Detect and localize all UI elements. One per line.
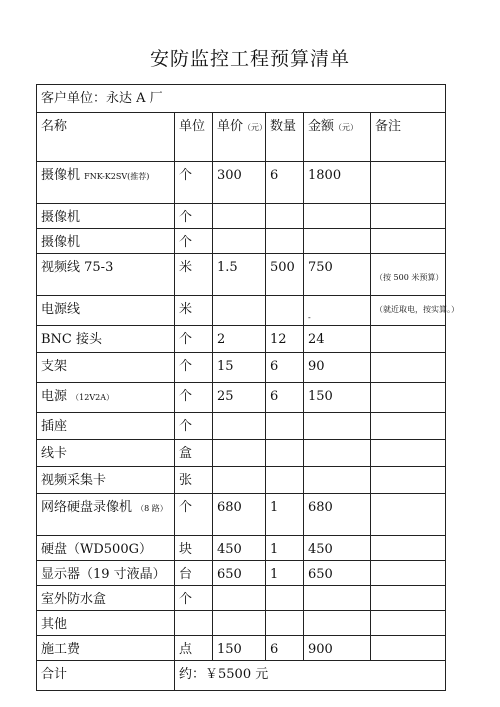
item-name-text: BNC 接头 bbox=[41, 332, 103, 347]
item-name-text: 摄像机 bbox=[41, 235, 81, 250]
item-amount: 680 bbox=[304, 494, 371, 536]
table-row bbox=[37, 296, 446, 326]
item-amount: 450 bbox=[304, 536, 371, 561]
item-unit: 点 bbox=[175, 636, 213, 661]
item-qty bbox=[266, 229, 304, 254]
item-name-text: 线卡 bbox=[41, 446, 68, 461]
item-name bbox=[37, 204, 175, 229]
item-note bbox=[371, 204, 446, 229]
table-row bbox=[37, 413, 446, 440]
item-unit: 个 bbox=[175, 494, 213, 536]
header-row bbox=[37, 113, 446, 162]
total-value: 约：￥5500 元 bbox=[175, 661, 446, 691]
item-price bbox=[213, 296, 266, 326]
item-price: 15 bbox=[213, 353, 266, 383]
item-note: （就近取电，按实算。） bbox=[371, 296, 446, 326]
item-note bbox=[371, 353, 446, 383]
item-price bbox=[213, 611, 266, 636]
item-qty: 6 bbox=[266, 353, 304, 383]
item-name-text: 视频线 75-3 bbox=[41, 260, 114, 275]
document-title: 安防监控工程预算清单 bbox=[149, 48, 350, 70]
item-qty: 1 bbox=[266, 536, 304, 561]
item-price: 25 bbox=[213, 383, 266, 413]
item-name-text: 其他 bbox=[41, 617, 68, 632]
item-qty: 1 bbox=[266, 561, 304, 586]
item-unit: 个 bbox=[175, 413, 213, 440]
table-row bbox=[37, 440, 446, 467]
item-amount bbox=[304, 440, 371, 467]
header-note: 备注 bbox=[371, 113, 446, 162]
item-unit: 米 bbox=[175, 254, 213, 296]
header-name: 名称 bbox=[37, 113, 175, 162]
item-note bbox=[371, 494, 446, 536]
item-qty: 6 bbox=[266, 162, 304, 204]
header-amount-label: 金额 bbox=[308, 119, 335, 134]
item-note bbox=[371, 467, 446, 494]
item-name bbox=[37, 353, 175, 383]
item-amount: 900 bbox=[304, 636, 371, 661]
item-name bbox=[37, 162, 175, 204]
item-note bbox=[371, 326, 446, 353]
item-note bbox=[371, 536, 446, 561]
header-qty: 数量 bbox=[266, 113, 304, 162]
item-amount: 24 bbox=[304, 326, 371, 353]
item-name-text: 电源线 bbox=[41, 302, 81, 317]
table-row bbox=[37, 467, 446, 494]
header-price-unit: （元） bbox=[243, 123, 268, 132]
item-qty bbox=[266, 204, 304, 229]
item-unit: 米 bbox=[175, 296, 213, 326]
item-name-text: 电源 bbox=[41, 389, 68, 404]
item-price bbox=[213, 440, 266, 467]
item-name bbox=[37, 536, 175, 561]
item-name bbox=[37, 636, 175, 661]
table-row bbox=[37, 254, 446, 296]
item-name bbox=[37, 383, 175, 413]
item-name-text: 显示器（19 寸液晶） bbox=[41, 567, 166, 582]
item-name bbox=[37, 413, 175, 440]
table-row bbox=[37, 353, 446, 383]
item-name bbox=[37, 296, 175, 326]
item-name-spec: （12V2A） bbox=[71, 393, 114, 402]
item-qty: 1 bbox=[266, 494, 304, 536]
item-price bbox=[213, 467, 266, 494]
item-unit: 个 bbox=[175, 229, 213, 254]
item-amount: 1800 bbox=[304, 162, 371, 204]
item-amount: 650 bbox=[304, 561, 371, 586]
item-price: 450 bbox=[213, 536, 266, 561]
item-note bbox=[371, 611, 446, 636]
item-note bbox=[371, 636, 446, 661]
header-unit: 单位 bbox=[175, 113, 213, 162]
item-unit: 个 bbox=[175, 326, 213, 353]
item-name-text: 室外防水盒 bbox=[41, 592, 107, 607]
item-name-text: 网络硬盘录像机 bbox=[41, 500, 133, 515]
item-note bbox=[371, 413, 446, 440]
item-unit: 块 bbox=[175, 536, 213, 561]
item-unit: 个 bbox=[175, 204, 213, 229]
table-row bbox=[37, 204, 446, 229]
item-note: （按 500 米预算） bbox=[371, 254, 446, 296]
client-cell: 客户单位：永达 A 厂 bbox=[37, 85, 446, 113]
client-row bbox=[37, 85, 446, 113]
item-name bbox=[37, 440, 175, 467]
item-price bbox=[213, 204, 266, 229]
header-amount bbox=[304, 113, 371, 162]
item-name-text: 摄像机 bbox=[41, 168, 81, 183]
total-row bbox=[37, 661, 446, 691]
header-price-label: 单价 bbox=[217, 119, 244, 134]
table-row bbox=[37, 536, 446, 561]
item-name-text: 支架 bbox=[41, 359, 68, 374]
item-unit: 个 bbox=[175, 383, 213, 413]
item-unit: 张 bbox=[175, 467, 213, 494]
item-name bbox=[37, 254, 175, 296]
item-note bbox=[371, 440, 446, 467]
item-qty bbox=[266, 440, 304, 467]
item-unit bbox=[175, 611, 213, 636]
item-amount: 150 bbox=[304, 383, 371, 413]
item-price: 650 bbox=[213, 561, 266, 586]
item-amount bbox=[304, 413, 371, 440]
table-row bbox=[37, 611, 446, 636]
item-name-text: 施工费 bbox=[41, 642, 81, 657]
table-row bbox=[37, 229, 446, 254]
item-note bbox=[371, 586, 446, 611]
item-qty bbox=[266, 413, 304, 440]
item-name bbox=[37, 561, 175, 586]
item-price: 300 bbox=[213, 162, 266, 204]
item-qty bbox=[266, 586, 304, 611]
item-name bbox=[37, 611, 175, 636]
item-amount bbox=[304, 204, 371, 229]
item-unit: 个 bbox=[175, 162, 213, 204]
item-qty: 12 bbox=[266, 326, 304, 353]
total-label: 合计 bbox=[37, 661, 175, 691]
item-price bbox=[213, 413, 266, 440]
item-price: 1.5 bbox=[213, 254, 266, 296]
item-name-text: 插座 bbox=[41, 419, 68, 434]
item-name-text: 摄像机 bbox=[41, 210, 81, 225]
item-note bbox=[371, 162, 446, 204]
item-name bbox=[37, 467, 175, 494]
item-name-text: 硬盘（WD500G） bbox=[41, 542, 152, 557]
item-price: 2 bbox=[213, 326, 266, 353]
item-amount: 90 bbox=[304, 353, 371, 383]
item-price bbox=[213, 586, 266, 611]
item-name bbox=[37, 494, 175, 536]
item-qty: 500 bbox=[266, 254, 304, 296]
header-amount-unit: （元） bbox=[334, 123, 359, 132]
item-amount: - bbox=[304, 296, 371, 326]
table-row bbox=[37, 162, 446, 204]
item-qty bbox=[266, 467, 304, 494]
item-amount bbox=[304, 611, 371, 636]
item-price: 680 bbox=[213, 494, 266, 536]
item-name-spec: （8 路） bbox=[136, 504, 168, 513]
item-name bbox=[37, 326, 175, 353]
item-unit: 个 bbox=[175, 353, 213, 383]
item-note bbox=[371, 561, 446, 586]
item-amount: 750 bbox=[304, 254, 371, 296]
item-name-text: 视频采集卡 bbox=[41, 473, 107, 488]
item-qty: 6 bbox=[266, 636, 304, 661]
table-row bbox=[37, 383, 446, 413]
item-qty bbox=[266, 296, 304, 326]
item-amount bbox=[304, 467, 371, 494]
item-unit: 盒 bbox=[175, 440, 213, 467]
table-row bbox=[37, 494, 446, 536]
table-row bbox=[37, 326, 446, 353]
item-name bbox=[37, 586, 175, 611]
item-note bbox=[371, 383, 446, 413]
table-row bbox=[37, 561, 446, 586]
item-name bbox=[37, 229, 175, 254]
item-note bbox=[371, 229, 446, 254]
item-unit: 个 bbox=[175, 586, 213, 611]
item-price bbox=[213, 229, 266, 254]
item-name-spec: FNK-K2SV(推荐) bbox=[84, 172, 150, 181]
item-price: 150 bbox=[213, 636, 266, 661]
table-row bbox=[37, 636, 446, 661]
budget-table bbox=[36, 84, 459, 691]
table-row bbox=[37, 586, 446, 611]
item-qty: 6 bbox=[266, 383, 304, 413]
item-amount bbox=[304, 229, 371, 254]
item-unit: 台 bbox=[175, 561, 213, 586]
item-qty bbox=[266, 611, 304, 636]
header-price bbox=[213, 113, 266, 162]
item-amount bbox=[304, 586, 371, 611]
